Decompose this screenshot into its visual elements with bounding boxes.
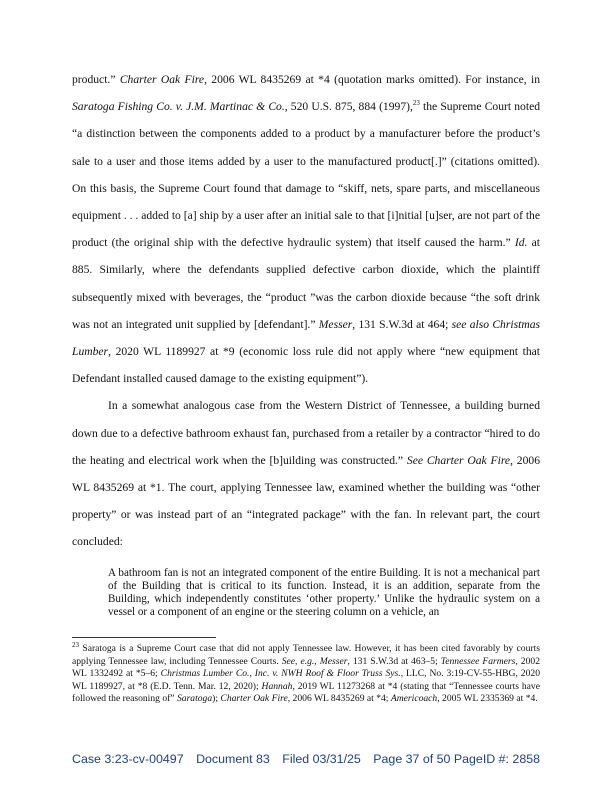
document-number: Document 83 bbox=[196, 752, 270, 766]
italic-citation: Tennessee Farmers bbox=[440, 655, 516, 667]
footnote-marker: 23 bbox=[412, 99, 420, 108]
court-filing-footer bbox=[72, 752, 540, 766]
italic-citation: See Charter Oak Fire bbox=[406, 453, 511, 467]
italic-citation: Id. bbox=[514, 236, 528, 250]
body-paragraph-2 bbox=[72, 392, 540, 555]
text-run: , 131 S.W.3d at 464; bbox=[352, 317, 452, 331]
text-run: , 2006 WL 8435269 at *4 (quotation marks omitted). For instance, in bbox=[204, 73, 540, 86]
case-number: Case 3:23-cv-00497 bbox=[72, 752, 184, 766]
italic-citation: Charter Oak Fire bbox=[119, 73, 205, 86]
text-run: , 2019 WL 11273268 at *4 (stating that “Tennessee courts have followed the reasoning of” bbox=[72, 680, 540, 705]
italic-citation: see also Christmas Lumber bbox=[72, 317, 541, 359]
filed-date: Filed 03/31/25 bbox=[282, 752, 361, 766]
footnote-marker: 23 bbox=[72, 640, 79, 649]
text-run: the Supreme Court noted “a distinction between the components added to a product by a manufacturer before the product’s sale to a user and those items added by a user to the manufactured product[.]” (citations omitted). On this basis, the Supreme Court found that damage to “skiff, nets, spare parts, and miscellaneous equipment . . . added to [a] ship by a user after an initial sale to that [i]nitial [u]ser, are not part of the product (the original ship with the defective hydraulic system) that itself caused the harm.” bbox=[72, 100, 541, 250]
italic-citation: See, e.g., Messer bbox=[281, 655, 348, 667]
text-run: at 885. Similarly, where the defendants supplied defective carbon dioxide, which the plaintiff subsequently mixed with beverages, the “product ”was the carbon dioxide because “the soft drink was not an integrated unit supplied by [defendant].” bbox=[72, 236, 541, 331]
text-run: , 2020 WL 1189927 at *9 (economic loss rule did not apply where “new equipment that Defendant installed caused damage to the existing equipment”). bbox=[72, 345, 540, 386]
footnote-divider bbox=[72, 637, 216, 638]
italic-citation: Saratoga Fishing Co. v. J.M. Martinac & Co. bbox=[72, 100, 285, 114]
text-run: Saratoga is a Supreme Court case that did not apply Tennessee law. However, it has been cited favorably by courts applying Tennessee law, including Tennessee Courts. bbox=[72, 643, 540, 667]
block-quote bbox=[108, 567, 540, 619]
italic-citation: Messer bbox=[318, 317, 353, 331]
footnote-23 bbox=[72, 640, 540, 706]
text-run: , 2005 WL 2335369 at *4. bbox=[437, 693, 538, 705]
text-run: product.” bbox=[72, 73, 120, 86]
text-run: ); bbox=[212, 693, 221, 705]
text-run: , 520 U.S. 875, 884 (1997), bbox=[284, 100, 413, 114]
document-page bbox=[72, 66, 540, 556]
italic-citation: Charter Oak Fire bbox=[220, 693, 288, 705]
body-paragraph-1 bbox=[72, 66, 540, 392]
text-run: , 2006 WL 8435269 at *1. The court, applying Tennessee law, examined whether the building was “other property” or was instead part of an “integrated package” with the fan. In relevant part, the court concluded: bbox=[72, 453, 540, 549]
italic-citation: Saratoga bbox=[176, 693, 213, 705]
italic-citation: Christmas Lumber Co., Inc. v. NWH Roof & Floor Truss Sys. bbox=[160, 668, 401, 680]
text-run: , 2002 WL 1332492 at *5–6; bbox=[72, 655, 540, 680]
text-run: , LLC, No. 3:19-CV-55-HBG, 2020 WL 1189927, at *8 (E.D. Tenn. Mar. 12, 2020); bbox=[72, 668, 540, 692]
italic-citation: Americoach bbox=[390, 693, 438, 705]
page-number: Page 37 of 50 PageID #: 2858 bbox=[373, 752, 540, 766]
text-run: A bathroom fan is not an integrated component of the entire Building. It is not a mechanical part of the Building that is critical to its function. Instead, it is an addition, separate from the Building, which independently constitutes ‘other property.’ Unlike the hydraulic system on a vessel or a component of an engine or the steering column on a vehicle, an bbox=[108, 567, 540, 618]
text-run: , 2006 WL 8435269 at *4; bbox=[287, 693, 391, 705]
text-run: , 131 S.W.3d at 463–5; bbox=[347, 655, 441, 667]
italic-citation: Hannah bbox=[261, 680, 293, 692]
text-run: In a somewhat analogous case from the Western District of Tennessee, a building burned down due to a defective bathroom exhaust fan, purchased from a retailer by a contractor “hired to do the heating and electrical work when the [b]uilding was constructed.” bbox=[72, 399, 540, 467]
